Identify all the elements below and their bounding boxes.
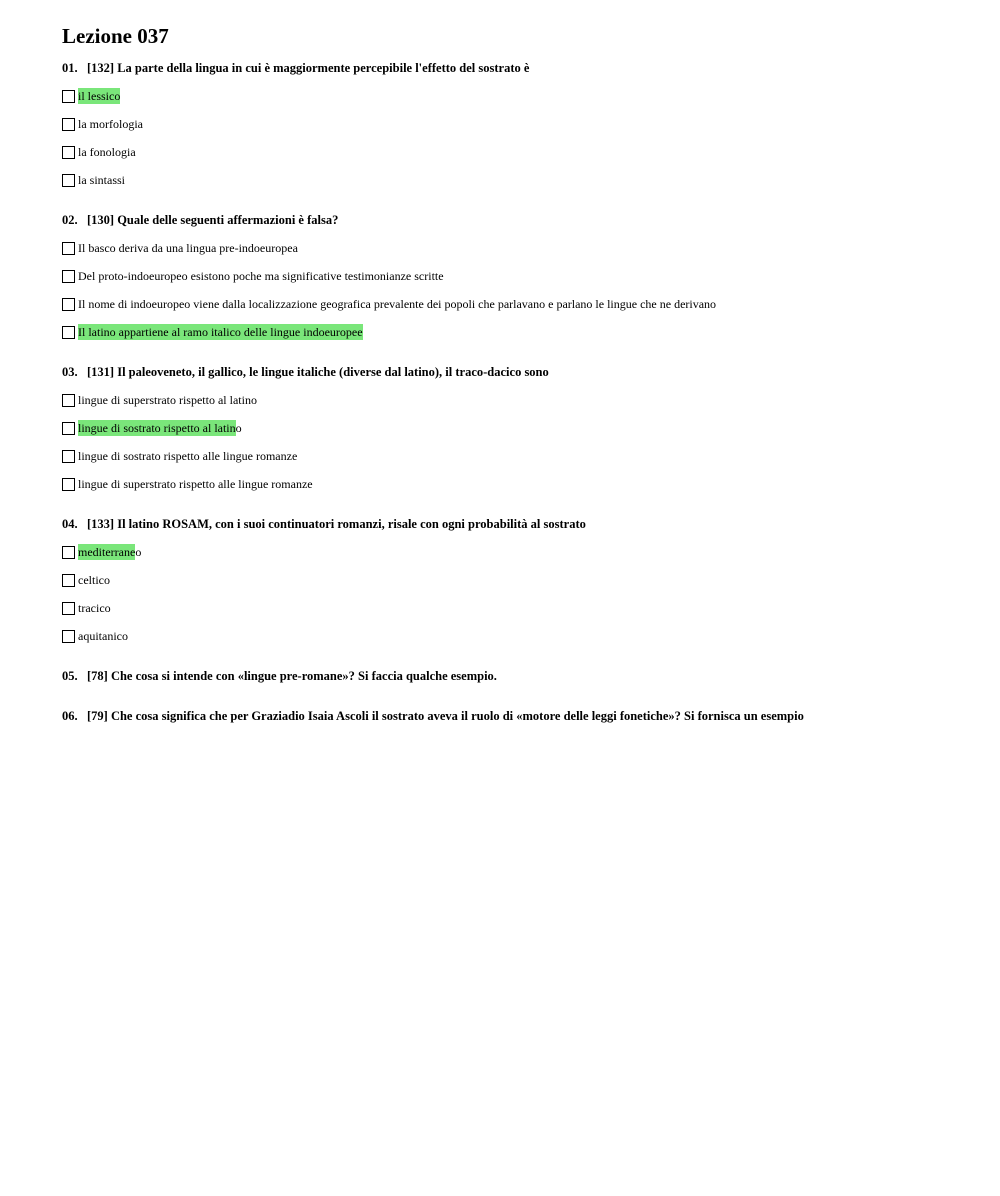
- question-3: [62, 364, 980, 492]
- question-1: [62, 60, 980, 188]
- lesson-title: Lezione 037: [62, 24, 169, 48]
- answer-text: la morfologia: [78, 117, 143, 131]
- answer-text: lingue di sostrato rispetto alle lingue romanze: [78, 449, 298, 463]
- answer-option[interactable]: [62, 544, 980, 560]
- answer-option[interactable]: [62, 476, 980, 492]
- answer-text: la fonologia: [78, 145, 136, 159]
- question-number: 06.: [62, 709, 78, 723]
- answer-text: tracico: [78, 601, 111, 615]
- answer-option[interactable]: [62, 628, 980, 644]
- question-number: 01.: [62, 61, 78, 75]
- question-title: [62, 212, 980, 228]
- answer-text: Il nome di indoeuropeo viene dalla localizzazione geografica prevalente dei popoli che parlavano e parlano le lingue che ne derivano: [78, 297, 717, 311]
- checkbox[interactable]: [62, 602, 75, 615]
- checkbox[interactable]: [62, 146, 75, 159]
- answer-option[interactable]: [62, 420, 980, 436]
- answer-option[interactable]: [62, 600, 980, 616]
- answer-option[interactable]: [62, 240, 980, 256]
- question-text: [130] Quale delle seguenti affermazioni è falsa?: [87, 213, 339, 227]
- question-2: [62, 212, 980, 340]
- checkbox[interactable]: [62, 326, 75, 339]
- answer-text: o: [235, 421, 242, 435]
- question-number: 03.: [62, 365, 78, 379]
- checkbox[interactable]: [62, 478, 75, 491]
- document-page: [62, 22, 980, 724]
- checkbox[interactable]: [62, 174, 75, 187]
- answer-option[interactable]: [62, 324, 980, 340]
- question-text: [79] Che cosa significa che per Graziadio Isaia Ascoli il sostrato aveva il ruolo di «motore delle leggi fonetiche»? Si fornisca un esempio: [87, 709, 804, 723]
- answer-text: o: [135, 545, 142, 559]
- question-text: [78] Che cosa si intende con «lingue pre-romane»? Si faccia qualche esempio.: [87, 669, 497, 683]
- question-number: 05.: [62, 669, 78, 683]
- answer-option[interactable]: [62, 296, 980, 312]
- question-title: [62, 60, 980, 76]
- question-5: [62, 668, 980, 684]
- highlighted-answer-text: Il latino appartiene al ramo italico delle lingue indoeuropee: [78, 325, 363, 339]
- question-4: [62, 516, 980, 644]
- answer-option[interactable]: [62, 144, 980, 160]
- checkbox[interactable]: [62, 574, 75, 587]
- answer-text: aquitanico: [78, 629, 128, 643]
- answer-option[interactable]: [62, 116, 980, 132]
- checkbox[interactable]: [62, 118, 75, 131]
- checkbox[interactable]: [62, 242, 75, 255]
- checkbox[interactable]: [62, 90, 75, 103]
- checkbox[interactable]: [62, 270, 75, 283]
- answer-text: Il basco deriva da una lingua pre-indoeuropea: [78, 241, 298, 255]
- question-number: 04.: [62, 517, 78, 531]
- checkbox[interactable]: [62, 298, 75, 311]
- checkbox[interactable]: [62, 394, 75, 407]
- answer-text: celtico: [78, 573, 110, 587]
- answer-option[interactable]: [62, 392, 980, 408]
- highlighted-answer-text: mediterrane: [78, 545, 136, 559]
- answer-text: lingue di superstrato rispetto al latino: [78, 393, 257, 407]
- answer-text: Del proto-indoeuropeo esistono poche ma significative testimonianze scritte: [78, 269, 444, 283]
- question-title: [62, 708, 980, 724]
- checkbox[interactable]: [62, 630, 75, 643]
- question-text: [132] La parte della lingua in cui è maggiormente percepibile l'effetto del sostrato è: [87, 61, 530, 75]
- highlighted-answer-text: il lessico: [78, 89, 121, 103]
- question-6: [62, 708, 980, 724]
- answer-option[interactable]: [62, 172, 980, 188]
- answer-text: la sintassi: [78, 173, 125, 187]
- answer-option[interactable]: [62, 268, 980, 284]
- question-title: [62, 516, 980, 532]
- highlighted-answer-text: lingue di sostrato rispetto al latin: [78, 421, 236, 435]
- checkbox[interactable]: [62, 450, 75, 463]
- question-title: [62, 668, 980, 684]
- answer-option[interactable]: [62, 448, 980, 464]
- checkbox[interactable]: [62, 422, 75, 435]
- question-title: [62, 364, 980, 380]
- question-text: [133] Il latino ROSAM, con i suoi continuatori romanzi, risale con ogni probabilità al sostrato: [87, 517, 586, 531]
- answer-option[interactable]: [62, 572, 980, 588]
- answer-text: lingue di superstrato rispetto alle lingue romanze: [78, 477, 313, 491]
- checkbox[interactable]: [62, 546, 75, 559]
- answer-option[interactable]: [62, 88, 980, 104]
- question-text: [131] Il paleoveneto, il gallico, le lingue italiche (diverse dal latino), il traco-dacico sono: [87, 365, 549, 379]
- question-number: 02.: [62, 213, 78, 227]
